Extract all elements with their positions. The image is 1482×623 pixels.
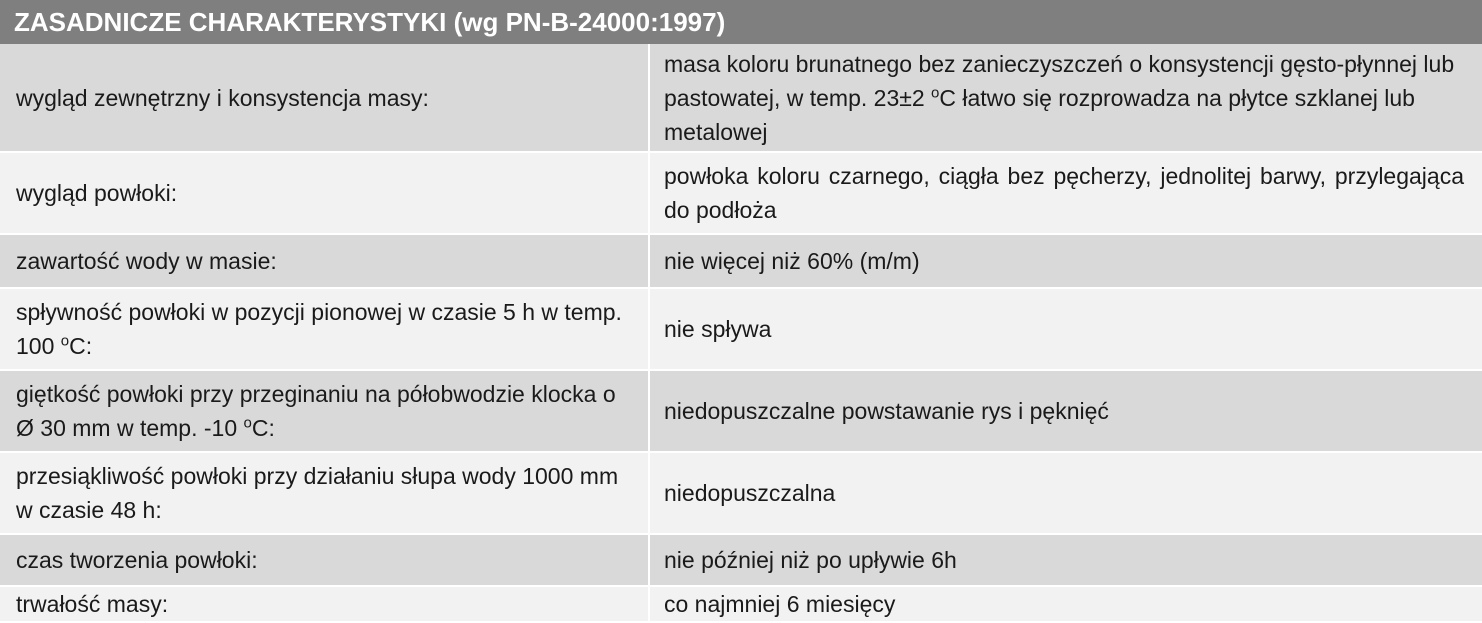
table-row <box>0 535 1482 587</box>
row-label: trwałość masy: <box>0 587 650 621</box>
table-row <box>0 587 1482 623</box>
table-row <box>0 453 1482 535</box>
table-row <box>0 235 1482 289</box>
row-value: nie spływa <box>664 316 772 342</box>
table-row <box>0 289 1482 371</box>
row-value: nie więcej niż 60% (m/m) <box>664 248 920 274</box>
table-row <box>0 371 1482 453</box>
table-row <box>0 44 1482 153</box>
row-value: powłoka koloru czarnego, ciągła bez pęcherzy, jednolitej barwy, przylegająca do podłoża <box>664 163 1464 223</box>
row-value: niedopuszczalna <box>664 480 836 506</box>
row-value: nie później niż po upływie 6h <box>664 547 957 573</box>
row-label: przesiąkliwość powłoki przy działaniu słupa wody 1000 mm w czasie 48 h: <box>0 453 650 533</box>
row-value: masa koloru brunatnego bez zanieczyszczeń o konsystencji gęsto-płynnej lub pastowatej, w temp. 23±2 $^o$C łatwo się rozprowadza na płytce szklanej lub metalowej <box>664 50 1455 145</box>
row-value: niedopuszczalne powstawanie rys i pęknięć <box>664 398 1109 424</box>
row-label: wygląd powłoki: <box>0 153 650 233</box>
row-label: wygląd zewnętrzny i konsystencja masy: <box>0 44 650 151</box>
table-title: ZASADNICZE CHARAKTERYSTYKI (wg PN-B-24000:1997) <box>0 0 1482 44</box>
row-label: spływność powłoki w pozycji pionowej w czasie 5 h w temp. 100 $^o$C: <box>0 289 650 369</box>
row-label: zawartość wody w masie: <box>0 235 650 287</box>
row-value: co najmniej 6 miesięcy <box>664 591 896 617</box>
table-row <box>0 153 1482 235</box>
row-label: czas tworzenia powłoki: <box>0 535 650 585</box>
row-label: giętkość powłoki przy przeginaniu na półobwodzie klocka o Ø 30 mm w temp. -10 $^o$C: <box>0 371 650 451</box>
